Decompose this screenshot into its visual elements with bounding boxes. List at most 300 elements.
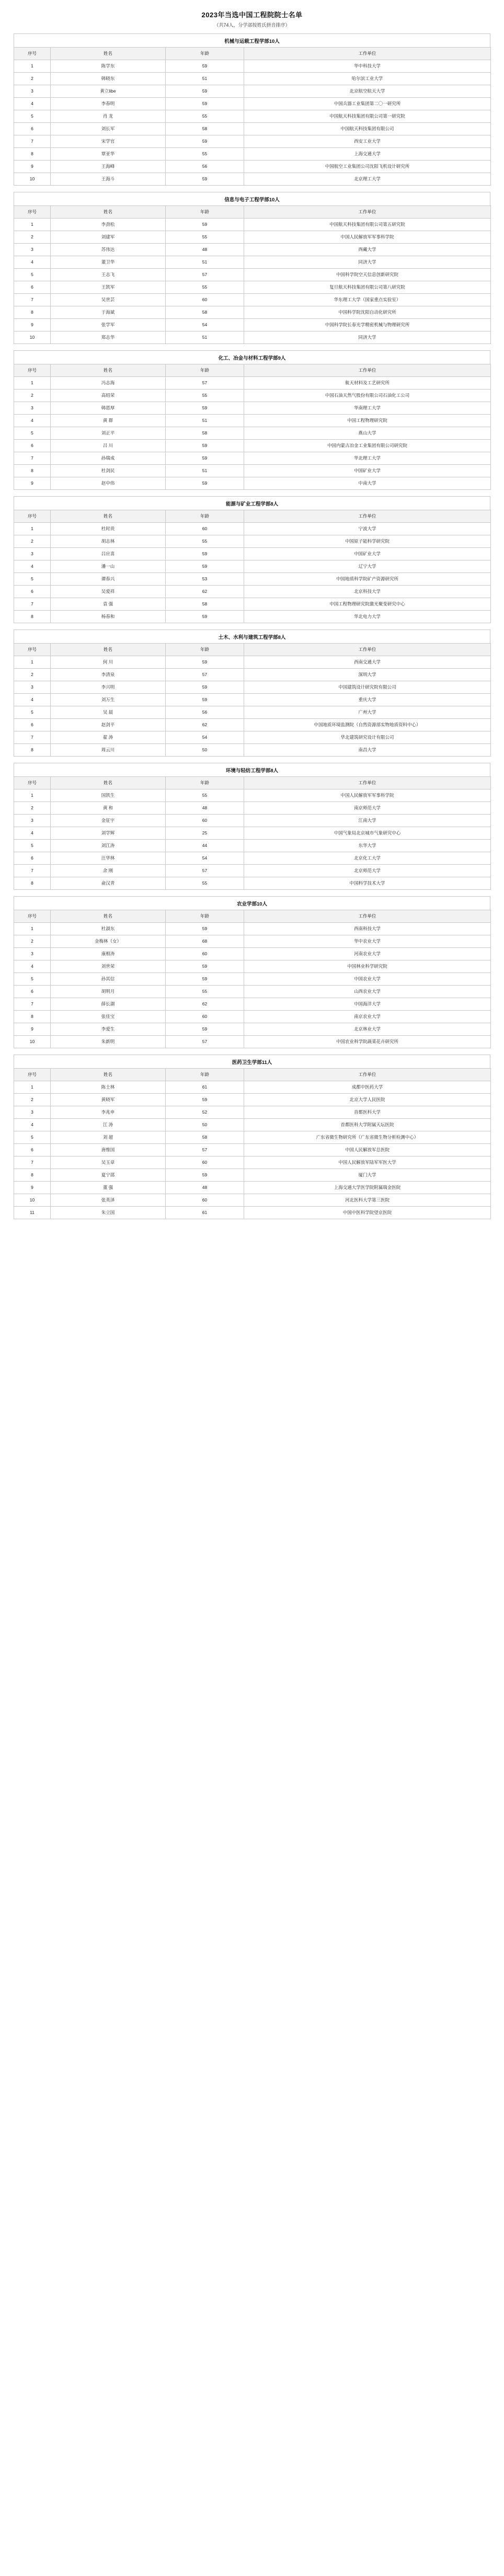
member-name: 吴爱祥 [51, 586, 166, 598]
row-index: 8 [14, 877, 51, 890]
member-organization: 南京师范大学 [244, 802, 491, 815]
member-organization: 中国地质科学院矿产资源研究所 [244, 573, 491, 586]
section [14, 350, 490, 490]
row-index: 9 [14, 1182, 51, 1194]
table-row [14, 1119, 491, 1131]
row-index: 4 [14, 960, 51, 973]
member-age: 62 [166, 719, 244, 731]
member-name: 俞汉青 [51, 877, 166, 890]
member-name: 韩恩厚 [51, 402, 166, 415]
member-organization: 北京理工大学 [244, 173, 491, 186]
table-row [14, 98, 491, 110]
members-table [14, 364, 491, 490]
table-row [14, 656, 491, 669]
member-name: 吴玉章 [51, 1157, 166, 1169]
row-index: 7 [14, 998, 51, 1011]
member-name: 孙其信 [51, 973, 166, 986]
member-age: 59 [166, 694, 244, 706]
table-row [14, 694, 491, 706]
column-header: 年龄 [166, 1069, 244, 1081]
member-age: 59 [166, 923, 244, 935]
table-row [14, 465, 491, 477]
table-row [14, 706, 491, 719]
column-header: 工作单位 [244, 48, 491, 60]
column-header: 年龄 [166, 910, 244, 923]
row-index: 3 [14, 548, 51, 560]
section-title: 化工、冶金与材料工程学部9人 [14, 350, 490, 364]
table-row [14, 256, 491, 269]
row-index: 5 [14, 427, 51, 440]
row-index: 2 [14, 73, 51, 85]
table-row [14, 1182, 491, 1194]
member-organization: 北京化工大学 [244, 852, 491, 865]
member-age: 55 [166, 110, 244, 123]
member-organization: 中国石油天然气股份有限公司石油化工公司 [244, 390, 491, 402]
row-index: 3 [14, 948, 51, 960]
table-row [14, 402, 491, 415]
member-age: 60 [166, 1011, 244, 1023]
row-index: 7 [14, 865, 51, 877]
member-name: 于海斌 [51, 306, 166, 319]
row-index: 3 [14, 815, 51, 827]
member-name: 李劲松 [51, 219, 166, 231]
table-row [14, 1131, 491, 1144]
member-age: 51 [166, 256, 244, 269]
member-name: 周云川 [51, 744, 166, 757]
member-name: 宋学官 [51, 135, 166, 148]
row-index: 3 [14, 1106, 51, 1119]
member-name: 朱立国 [51, 1207, 166, 1219]
member-organization: 辽宁大学 [244, 560, 491, 573]
member-name: 刘江涛 [51, 840, 166, 852]
member-organization: 中南大学 [244, 477, 491, 490]
members-table [14, 47, 491, 186]
member-age: 59 [166, 60, 244, 73]
member-age: 55 [166, 535, 244, 548]
member-name: 谭春兴 [51, 573, 166, 586]
column-header: 姓名 [51, 364, 166, 377]
table-row [14, 427, 491, 440]
member-name: 杨春和 [51, 611, 166, 623]
member-name: 杜剑民 [51, 465, 166, 477]
column-header: 年龄 [166, 510, 244, 523]
member-name: 孙瑞成 [51, 452, 166, 465]
member-organization: 中国内蒙古冶金工业集团有限公司研究院 [244, 440, 491, 452]
member-organization: 成都中医药大学 [244, 1081, 491, 1094]
table-row [14, 123, 491, 135]
row-index: 8 [14, 1169, 51, 1182]
member-name: 吕 川 [51, 440, 166, 452]
member-name: 刘世荣 [51, 960, 166, 973]
row-index: 5 [14, 110, 51, 123]
section-title: 环境与轻纺工程学部8人 [14, 763, 490, 776]
table-row [14, 1094, 491, 1106]
member-age: 58 [166, 598, 244, 611]
member-name: 薛长湖 [51, 998, 166, 1011]
table-row [14, 306, 491, 319]
page-title: 2023年当选中国工程院院士名单 [201, 11, 303, 19]
table-row [14, 948, 491, 960]
member-name: 余 刚 [51, 865, 166, 877]
table-row [14, 719, 491, 731]
column-header: 年龄 [166, 206, 244, 219]
member-age: 58 [166, 427, 244, 440]
table-row [14, 161, 491, 173]
member-organization: 广州大学 [244, 706, 491, 719]
row-index: 4 [14, 1119, 51, 1131]
member-age: 59 [166, 402, 244, 415]
column-header: 序号 [14, 1069, 51, 1081]
row-index: 4 [14, 827, 51, 840]
column-header: 工作单位 [244, 1069, 491, 1081]
row-index: 9 [14, 477, 51, 490]
member-age: 56 [166, 161, 244, 173]
member-organization: 首都医科大学附属天坛医院 [244, 1119, 491, 1131]
row-index: 4 [14, 98, 51, 110]
member-age: 51 [166, 415, 244, 427]
member-name: 黄晓军 [51, 1094, 166, 1106]
table-row [14, 173, 491, 186]
member-organization: 华北理工大学 [244, 452, 491, 465]
member-age: 60 [166, 948, 244, 960]
member-organization: 北京科技大学 [244, 586, 491, 598]
member-name: 李春明 [51, 98, 166, 110]
column-header: 姓名 [51, 910, 166, 923]
member-organization: 华北电力大学 [244, 611, 491, 623]
member-age: 55 [166, 789, 244, 802]
section [14, 33, 490, 186]
member-organization: 中国矿业大学 [244, 465, 491, 477]
table-row [14, 1106, 491, 1119]
member-age: 60 [166, 815, 244, 827]
member-organization: 中国农业科学院蔬菜花卉研究所 [244, 1036, 491, 1048]
table-row [14, 923, 491, 935]
member-organization: 南昌大学 [244, 744, 491, 757]
table-row [14, 148, 491, 161]
table-row [14, 1207, 491, 1219]
member-name: 肖 龙 [51, 110, 166, 123]
table-row [14, 294, 491, 306]
section-title: 土木、水利与建筑工程学部8人 [14, 629, 490, 643]
member-name: 何 川 [51, 656, 166, 669]
member-name: 吴世芸 [51, 294, 166, 306]
table-row [14, 1081, 491, 1094]
row-index: 8 [14, 1011, 51, 1023]
sections-container [0, 33, 504, 1219]
member-age: 54 [166, 852, 244, 865]
member-name: 翟 涛 [51, 731, 166, 744]
member-name: 李爱生 [51, 1023, 166, 1036]
row-index: 5 [14, 973, 51, 986]
column-header: 序号 [14, 910, 51, 923]
member-age: 59 [166, 681, 244, 694]
row-index: 10 [14, 331, 51, 344]
table-row [14, 331, 491, 344]
table-row [14, 110, 491, 123]
member-organization: 广东省微生物研究所（广东省微生物分析检测中心） [244, 1131, 491, 1144]
row-index: 10 [14, 1194, 51, 1207]
column-header: 姓名 [51, 206, 166, 219]
member-name: 黄 群 [51, 415, 166, 427]
row-index: 8 [14, 465, 51, 477]
column-header: 序号 [14, 777, 51, 789]
member-organization: 重庆大学 [244, 694, 491, 706]
row-index: 5 [14, 840, 51, 852]
member-age: 44 [166, 840, 244, 852]
row-index: 1 [14, 219, 51, 231]
table-row [14, 560, 491, 573]
table-row [14, 535, 491, 548]
member-age: 57 [166, 1144, 244, 1157]
row-index: 9 [14, 319, 51, 331]
member-organization: 中国航天科技集团有限公司 [244, 123, 491, 135]
row-index: 1 [14, 789, 51, 802]
table-row [14, 827, 491, 840]
row-index: 7 [14, 598, 51, 611]
member-age: 60 [166, 294, 244, 306]
member-organization: 东华大学 [244, 840, 491, 852]
row-index: 1 [14, 60, 51, 73]
section [14, 192, 490, 344]
member-organization: 中国中医科学院望京医院 [244, 1207, 491, 1219]
member-organization: 西安工业大学 [244, 135, 491, 148]
member-organization: 中国建筑设计研究院有限公司 [244, 681, 491, 694]
row-index: 1 [14, 656, 51, 669]
row-index: 4 [14, 560, 51, 573]
member-organization: 中国科学技术大学 [244, 877, 491, 890]
member-organization: 燕山大学 [244, 427, 491, 440]
member-organization: 西南交通大学 [244, 656, 491, 669]
row-index: 9 [14, 161, 51, 173]
member-organization: 华南理工大学 [244, 402, 491, 415]
table-row [14, 1144, 491, 1157]
section [14, 496, 490, 623]
member-age: 51 [166, 73, 244, 85]
table-row [14, 852, 491, 865]
row-index: 8 [14, 744, 51, 757]
row-index: 8 [14, 611, 51, 623]
section-title: 机械与运载工程学部10人 [14, 33, 490, 47]
row-index: 1 [14, 1081, 51, 1094]
member-age: 57 [166, 669, 244, 681]
member-name: 刘长军 [51, 123, 166, 135]
table-row [14, 998, 491, 1011]
member-age: 58 [166, 306, 244, 319]
table-row [14, 681, 491, 694]
table-row [14, 1194, 491, 1207]
row-index: 6 [14, 1144, 51, 1157]
column-header: 工作单位 [244, 777, 491, 789]
table-row [14, 802, 491, 815]
table-row [14, 377, 491, 390]
table-header-row [14, 1069, 491, 1081]
member-organization: 中国农业大学 [244, 973, 491, 986]
member-age: 59 [166, 98, 244, 110]
member-age: 50 [166, 744, 244, 757]
member-name: 王志飞 [51, 269, 166, 281]
member-organization: 同济大学 [244, 331, 491, 344]
column-header: 工作单位 [244, 206, 491, 219]
member-organization: 江南大学 [244, 815, 491, 827]
column-header: 工作单位 [244, 510, 491, 523]
member-organization: 中国兵器工业集团第二〇一研究所 [244, 98, 491, 110]
row-index: 2 [14, 935, 51, 948]
column-header: 姓名 [51, 48, 166, 60]
section-title: 能源与矿业工程学部8人 [14, 496, 490, 510]
members-table [14, 1068, 491, 1219]
member-age: 59 [166, 1169, 244, 1182]
member-age: 59 [166, 85, 244, 98]
member-name: 夏宁邵 [51, 1169, 166, 1182]
row-index: 4 [14, 256, 51, 269]
member-age: 55 [166, 231, 244, 244]
column-header: 序号 [14, 48, 51, 60]
member-organization: 北京大学人民医院 [244, 1094, 491, 1106]
member-organization: 中国人民解放军军事科学院 [244, 789, 491, 802]
row-index: 6 [14, 440, 51, 452]
member-organization: 西南科技大学 [244, 923, 491, 935]
row-index: 7 [14, 135, 51, 148]
member-name: 王凯军 [51, 281, 166, 294]
row-index: 1 [14, 523, 51, 535]
member-organization: 北京林业大学 [244, 1023, 491, 1036]
member-organization: 华中农业大学 [244, 935, 491, 948]
row-index: 10 [14, 1036, 51, 1048]
column-header: 序号 [14, 364, 51, 377]
row-index: 10 [14, 173, 51, 186]
table-row [14, 960, 491, 973]
member-organization: 航天材料及工艺研究所 [244, 377, 491, 390]
member-organization: 上海交通大学医学院附属瑞金医院 [244, 1182, 491, 1194]
member-age: 25 [166, 827, 244, 840]
table-row [14, 586, 491, 598]
table-row [14, 815, 491, 827]
member-organization: 同济大学 [244, 256, 491, 269]
member-organization: 中国矿业大学 [244, 548, 491, 560]
member-name: 董卫华 [51, 256, 166, 269]
row-index: 7 [14, 1157, 51, 1169]
table-row [14, 598, 491, 611]
table-row [14, 231, 491, 244]
member-organization: 哈尔滨工业大学 [244, 73, 491, 85]
member-age: 60 [166, 523, 244, 535]
member-name: 赵剑平 [51, 719, 166, 731]
document-page [0, 0, 504, 1241]
column-header: 姓名 [51, 510, 166, 523]
member-age: 55 [166, 390, 244, 402]
member-organization: 中国工程物理研究院 [244, 415, 491, 427]
member-organization: 深圳大学 [244, 669, 491, 681]
table-row [14, 973, 491, 986]
section [14, 1055, 490, 1219]
table-row [14, 935, 491, 948]
row-index: 8 [14, 306, 51, 319]
members-table [14, 510, 491, 623]
member-name: 杜时贵 [51, 523, 166, 535]
table-row [14, 573, 491, 586]
table-header-row [14, 48, 491, 60]
member-name: 陈士林 [51, 1081, 166, 1094]
member-name: 王海峰 [51, 161, 166, 173]
table-row [14, 452, 491, 465]
member-name: 韩晓东 [51, 73, 166, 85]
member-name: 刘万生 [51, 694, 166, 706]
table-header-row [14, 644, 491, 656]
member-age: 57 [166, 865, 244, 877]
member-organization: 中国人民解放军陆军军医大学 [244, 1157, 491, 1169]
member-age: 60 [166, 1194, 244, 1207]
row-index: 3 [14, 681, 51, 694]
row-index: 6 [14, 852, 51, 865]
members-table [14, 776, 491, 890]
column-header: 序号 [14, 644, 51, 656]
member-name: 李兆申 [51, 1106, 166, 1119]
member-organization: 宁波大学 [244, 523, 491, 535]
row-index: 6 [14, 719, 51, 731]
member-name: 刘建军 [51, 231, 166, 244]
row-index: 5 [14, 1131, 51, 1144]
member-name: 国凯生 [51, 789, 166, 802]
member-name: 冯志海 [51, 377, 166, 390]
member-name: 覃亚华 [51, 148, 166, 161]
member-age: 54 [166, 731, 244, 744]
row-index: 2 [14, 669, 51, 681]
row-index: 7 [14, 294, 51, 306]
table-row [14, 611, 491, 623]
member-name: 汪华林 [51, 852, 166, 865]
member-age: 55 [166, 877, 244, 890]
table-row [14, 390, 491, 402]
table-row [14, 440, 491, 452]
member-age: 57 [166, 269, 244, 281]
member-name: 江 涛 [51, 1119, 166, 1131]
member-age: 62 [166, 998, 244, 1011]
member-name: 刘正平 [51, 427, 166, 440]
member-age: 55 [166, 148, 244, 161]
member-organization: 中国工程物理研究院激光聚变研究中心 [244, 598, 491, 611]
section [14, 763, 490, 890]
member-age: 61 [166, 1081, 244, 1094]
table-row [14, 269, 491, 281]
member-organization: 上海交通大学 [244, 148, 491, 161]
column-header: 工作单位 [244, 644, 491, 656]
table-row [14, 548, 491, 560]
member-name: 苏伟达 [51, 244, 166, 256]
table-row [14, 60, 491, 73]
column-header: 姓名 [51, 777, 166, 789]
column-header: 序号 [14, 510, 51, 523]
members-table [14, 643, 491, 757]
member-organization: 中国林业科学研究院 [244, 960, 491, 973]
member-organization: 中国科学院长春光学精密机械与物理研究所 [244, 319, 491, 331]
member-age: 58 [166, 123, 244, 135]
table-row [14, 85, 491, 98]
member-age: 58 [166, 1131, 244, 1144]
row-index: 2 [14, 802, 51, 815]
row-index: 5 [14, 269, 51, 281]
member-organization: 中国海洋大学 [244, 998, 491, 1011]
table-header-row [14, 510, 491, 523]
column-header: 年龄 [166, 364, 244, 377]
member-age: 57 [166, 1036, 244, 1048]
member-name: 金征宇 [51, 815, 166, 827]
member-name: 吴 晨 [51, 706, 166, 719]
table-header-row [14, 777, 491, 789]
row-index: 1 [14, 377, 51, 390]
member-age: 60 [166, 1157, 244, 1169]
member-organization: 中国人民解放军总医院 [244, 1144, 491, 1157]
row-index: 2 [14, 390, 51, 402]
